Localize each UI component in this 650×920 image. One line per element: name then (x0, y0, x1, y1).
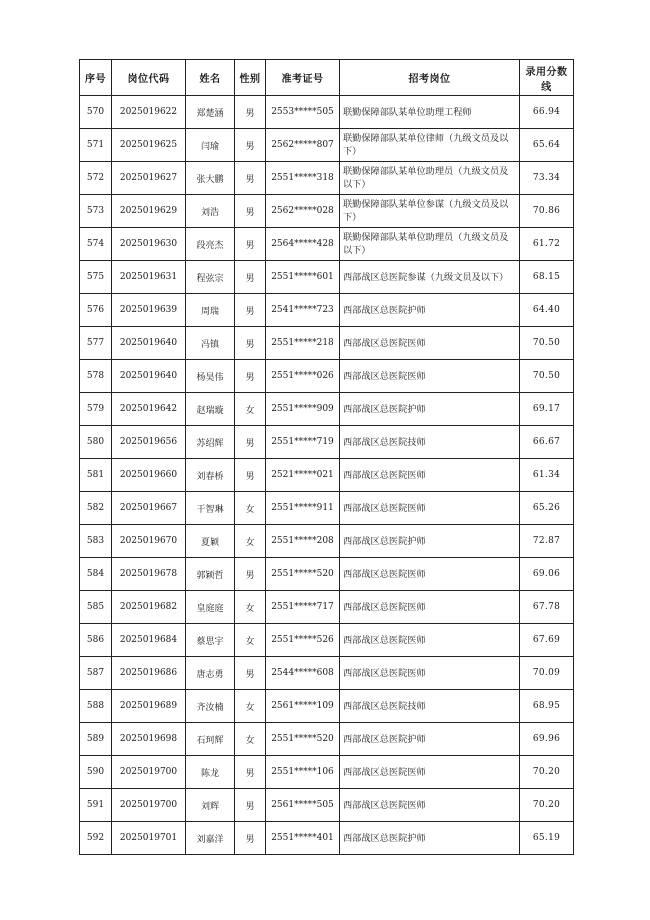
row-seq: 583 (80, 525, 112, 558)
row-seq: 579 (80, 393, 112, 426)
row-gender: 男 (235, 261, 266, 294)
row-gender: 女 (235, 690, 266, 723)
row-name: 刘辉 (186, 789, 235, 822)
row-post-code: 2025019656 (112, 426, 186, 459)
row-post-code: 2025019682 (112, 591, 186, 624)
row-gender: 男 (235, 789, 266, 822)
row-name: 刘春桥 (186, 459, 235, 492)
row-post-code: 2025019627 (112, 162, 186, 195)
table-row (80, 492, 574, 525)
row-post-code: 2025019678 (112, 558, 186, 591)
row-name: 皇庭庭 (186, 591, 235, 624)
row-position: 西部战区总医院医师 (340, 327, 520, 360)
row-exam-id: 2551*****106 (266, 756, 340, 789)
row-gender: 男 (235, 657, 266, 690)
row-gender: 女 (235, 591, 266, 624)
row-exam-id: 2551*****601 (266, 261, 340, 294)
row-position: 西部战区总医院技师 (340, 426, 520, 459)
row-name: 冯镇 (186, 327, 235, 360)
row-name: 刘嘉洋 (186, 822, 235, 855)
row-post-code: 2025019700 (112, 756, 186, 789)
row-score: 66.67 (520, 426, 574, 459)
row-post-code: 2025019640 (112, 360, 186, 393)
row-position: 联勤保障部队某单位助理员（九级文员及以下） (340, 228, 520, 261)
row-post-code: 2025019640 (112, 327, 186, 360)
row-post-code: 2025019667 (112, 492, 186, 525)
row-score: 68.15 (520, 261, 574, 294)
table-row (80, 591, 574, 624)
row-gender: 男 (235, 756, 266, 789)
row-seq: 574 (80, 228, 112, 261)
row-name: 周瑞 (186, 294, 235, 327)
row-name: 石珂辉 (186, 723, 235, 756)
row-post-code: 2025019698 (112, 723, 186, 756)
row-exam-id: 2551*****218 (266, 327, 340, 360)
row-name: 段亮杰 (186, 228, 235, 261)
row-exam-id: 2551*****318 (266, 162, 340, 195)
row-score: 61.72 (520, 228, 574, 261)
row-seq: 582 (80, 492, 112, 525)
row-position: 西部战区总医院医师 (340, 558, 520, 591)
row-name: 陈龙 (186, 756, 235, 789)
row-score: 69.96 (520, 723, 574, 756)
row-gender: 男 (235, 327, 266, 360)
row-score: 69.06 (520, 558, 574, 591)
table-row (80, 657, 574, 690)
table-row (80, 756, 574, 789)
row-seq: 575 (80, 261, 112, 294)
row-exam-id: 2551*****719 (266, 426, 340, 459)
row-name: 杨昊伟 (186, 360, 235, 393)
row-seq: 570 (80, 96, 112, 129)
row-score: 65.19 (520, 822, 574, 855)
header-row (80, 60, 574, 96)
row-score: 67.78 (520, 591, 574, 624)
table-row (80, 459, 574, 492)
row-score: 66.94 (520, 96, 574, 129)
row-exam-id: 2551*****911 (266, 492, 340, 525)
table-row (80, 525, 574, 558)
row-seq: 581 (80, 459, 112, 492)
row-seq: 578 (80, 360, 112, 393)
row-exam-id: 2562*****028 (266, 195, 340, 228)
row-position: 联勤保障部队某单位助理员（九级文员及以下） (340, 162, 520, 195)
row-exam-id: 2562*****807 (266, 129, 340, 162)
row-score: 61.34 (520, 459, 574, 492)
table-row (80, 162, 574, 195)
table-row (80, 690, 574, 723)
row-score: 68.95 (520, 690, 574, 723)
row-seq: 573 (80, 195, 112, 228)
row-exam-id: 2551*****909 (266, 393, 340, 426)
row-exam-id: 2551*****520 (266, 723, 340, 756)
row-score: 73.34 (520, 162, 574, 195)
table-header (80, 60, 574, 96)
table-row (80, 294, 574, 327)
row-gender: 女 (235, 393, 266, 426)
row-name: 张大鹏 (186, 162, 235, 195)
table-row (80, 261, 574, 294)
row-score: 70.86 (520, 195, 574, 228)
row-exam-id: 2541*****723 (266, 294, 340, 327)
row-gender: 男 (235, 96, 266, 129)
row-position: 西部战区总医院护师 (340, 294, 520, 327)
row-name: 苏绍辉 (186, 426, 235, 459)
header-post-code: 岗位代码 (112, 60, 186, 96)
row-post-code: 2025019670 (112, 525, 186, 558)
row-position: 西部战区总医院医师 (340, 360, 520, 393)
row-position: 西部战区总医院医师 (340, 657, 520, 690)
row-position: 西部战区总医院医师 (340, 591, 520, 624)
row-name: 郑楚涵 (186, 96, 235, 129)
header-score: 录用分数线 (520, 60, 574, 96)
row-position: 西部战区总医院医师 (340, 789, 520, 822)
row-name: 蔡思宇 (186, 624, 235, 657)
table-row (80, 822, 574, 855)
table-row (80, 789, 574, 822)
row-seq: 586 (80, 624, 112, 657)
row-exam-id: 2561*****505 (266, 789, 340, 822)
row-name: 唐志勇 (186, 657, 235, 690)
table-row (80, 327, 574, 360)
row-post-code: 2025019642 (112, 393, 186, 426)
row-post-code: 2025019660 (112, 459, 186, 492)
row-gender: 男 (235, 195, 266, 228)
row-position: 西部战区总医院参谋（九级文员及以下） (340, 261, 520, 294)
row-seq: 572 (80, 162, 112, 195)
row-score: 64.40 (520, 294, 574, 327)
row-post-code: 2025019700 (112, 789, 186, 822)
row-score: 70.09 (520, 657, 574, 690)
row-seq: 587 (80, 657, 112, 690)
row-gender: 女 (235, 723, 266, 756)
row-post-code: 2025019630 (112, 228, 186, 261)
row-gender: 男 (235, 129, 266, 162)
row-seq: 585 (80, 591, 112, 624)
row-post-code: 2025019639 (112, 294, 186, 327)
table-row (80, 228, 574, 261)
row-gender: 男 (235, 822, 266, 855)
table-row (80, 393, 574, 426)
row-gender: 男 (235, 294, 266, 327)
row-exam-id: 2521*****021 (266, 459, 340, 492)
row-exam-id: 2551*****208 (266, 525, 340, 558)
row-position: 西部战区总医院医师 (340, 459, 520, 492)
header-gender: 性别 (235, 60, 266, 96)
table-row (80, 624, 574, 657)
row-post-code: 2025019686 (112, 657, 186, 690)
row-post-code: 2025019701 (112, 822, 186, 855)
row-name: 赵瑞璇 (186, 393, 235, 426)
row-position: 西部战区总医院护师 (340, 723, 520, 756)
row-name: 夏颖 (186, 525, 235, 558)
row-position: 西部战区总医院护师 (340, 393, 520, 426)
row-gender: 男 (235, 558, 266, 591)
header-position: 招考岗位 (340, 60, 520, 96)
header-name: 姓名 (186, 60, 235, 96)
row-exam-id: 2564*****428 (266, 228, 340, 261)
row-gender: 男 (235, 228, 266, 261)
row-seq: 592 (80, 822, 112, 855)
row-score: 65.64 (520, 129, 574, 162)
row-seq: 589 (80, 723, 112, 756)
row-seq: 590 (80, 756, 112, 789)
row-score: 70.20 (520, 789, 574, 822)
row-exam-id: 2551*****401 (266, 822, 340, 855)
row-name: 干智琳 (186, 492, 235, 525)
row-post-code: 2025019689 (112, 690, 186, 723)
row-seq: 591 (80, 789, 112, 822)
row-post-code: 2025019622 (112, 96, 186, 129)
row-position: 西部战区总医院技师 (340, 690, 520, 723)
row-name: 郭颖哲 (186, 558, 235, 591)
row-gender: 男 (235, 162, 266, 195)
row-score: 67.69 (520, 624, 574, 657)
row-position: 联勤保障部队某单位参谋（九级文员及以下） (340, 195, 520, 228)
row-seq: 584 (80, 558, 112, 591)
row-exam-id: 2551*****717 (266, 591, 340, 624)
row-gender: 女 (235, 492, 266, 525)
row-gender: 女 (235, 624, 266, 657)
header-seq: 序号 (80, 60, 112, 96)
table-row (80, 723, 574, 756)
table-row (80, 426, 574, 459)
row-name: 刘浩 (186, 195, 235, 228)
row-post-code: 2025019625 (112, 129, 186, 162)
row-seq: 576 (80, 294, 112, 327)
row-exam-id: 2551*****026 (266, 360, 340, 393)
row-name: 程弦宗 (186, 261, 235, 294)
row-position: 联勤保障部队某单位律师（九级文员及以下） (340, 129, 520, 162)
row-seq: 571 (80, 129, 112, 162)
row-gender: 女 (235, 525, 266, 558)
row-score: 70.20 (520, 756, 574, 789)
row-score: 70.50 (520, 327, 574, 360)
table-row (80, 96, 574, 129)
row-score: 69.17 (520, 393, 574, 426)
row-position: 西部战区总医院护师 (340, 822, 520, 855)
row-name: 齐汝楠 (186, 690, 235, 723)
row-position: 西部战区总医院护师 (340, 525, 520, 558)
row-post-code: 2025019684 (112, 624, 186, 657)
row-score: 72.87 (520, 525, 574, 558)
row-exam-id: 2544*****608 (266, 657, 340, 690)
row-score: 65.26 (520, 492, 574, 525)
table-row (80, 558, 574, 591)
row-exam-id: 2551*****526 (266, 624, 340, 657)
row-seq: 580 (80, 426, 112, 459)
row-post-code: 2025019629 (112, 195, 186, 228)
row-post-code: 2025019631 (112, 261, 186, 294)
header-exam-id: 准考证号 (266, 60, 340, 96)
table-body (80, 96, 574, 855)
row-position: 西部战区总医院医师 (340, 756, 520, 789)
table-row (80, 195, 574, 228)
row-gender: 男 (235, 459, 266, 492)
row-position: 联勤保障部队某单位助理工程师 (340, 96, 520, 129)
row-score: 70.50 (520, 360, 574, 393)
table-row (80, 129, 574, 162)
row-gender: 男 (235, 426, 266, 459)
row-gender: 男 (235, 360, 266, 393)
row-position: 西部战区总医院医师 (340, 492, 520, 525)
results-table (79, 59, 574, 855)
row-exam-id: 2551*****520 (266, 558, 340, 591)
row-exam-id: 2561*****109 (266, 690, 340, 723)
row-position: 西部战区总医院医师 (340, 624, 520, 657)
row-seq: 588 (80, 690, 112, 723)
row-exam-id: 2553*****505 (266, 96, 340, 129)
table-row (80, 360, 574, 393)
row-name: 闫瑜 (186, 129, 235, 162)
row-seq: 577 (80, 327, 112, 360)
